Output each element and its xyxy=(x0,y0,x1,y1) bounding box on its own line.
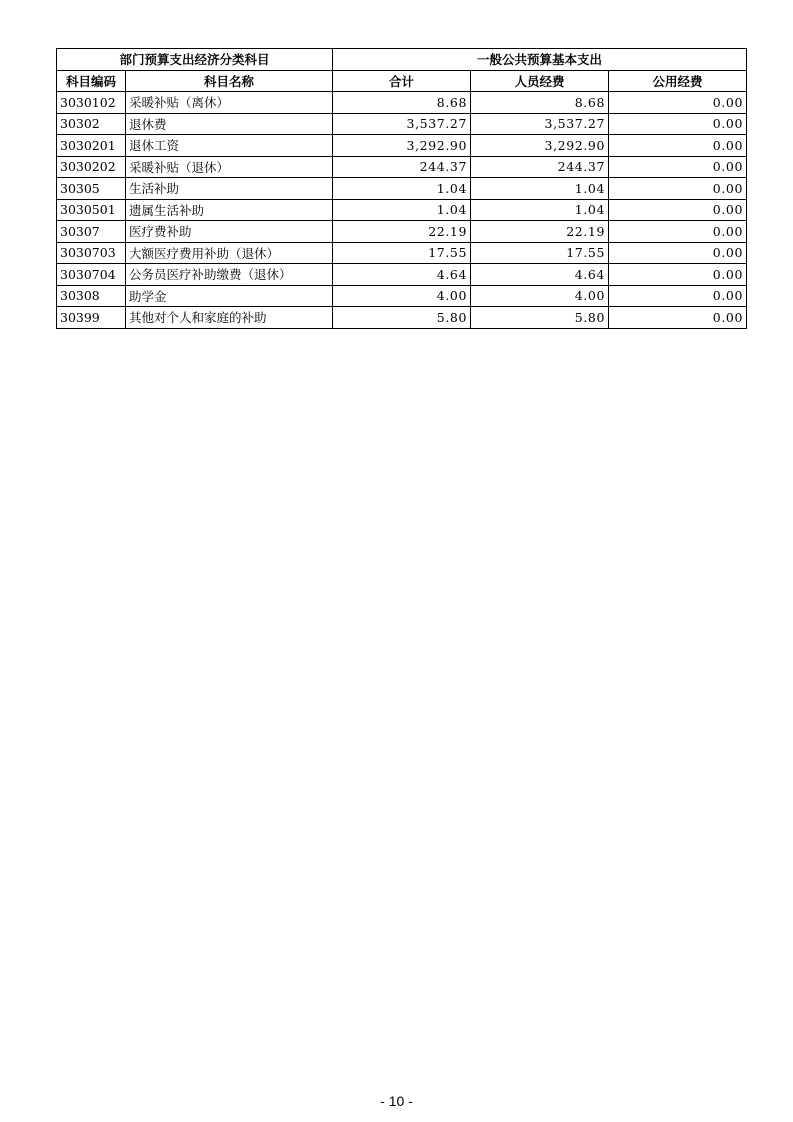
total-value: 4.64 xyxy=(333,264,471,286)
column-header-row xyxy=(57,70,747,92)
subject-name: 大额医疗费用补助（退休） xyxy=(126,242,333,264)
total-value: 3,292.90 xyxy=(333,135,471,157)
total-value: 8.68 xyxy=(333,92,471,114)
public-value: 0.00 xyxy=(609,92,747,114)
public-value: 0.00 xyxy=(609,156,747,178)
public-value: 0.00 xyxy=(609,113,747,135)
table-row xyxy=(57,307,747,329)
public-value: 0.00 xyxy=(609,307,747,329)
table-row xyxy=(57,285,747,307)
personnel-value: 4.00 xyxy=(471,285,609,307)
group-header-row xyxy=(57,49,747,71)
subject-name: 采暖补贴（离休） xyxy=(126,92,333,114)
subject-code: 30307 xyxy=(57,221,126,243)
subject-code: 3030201 xyxy=(57,135,126,157)
total-value: 22.19 xyxy=(333,221,471,243)
public-value: 0.00 xyxy=(609,264,747,286)
subject-code: 30308 xyxy=(57,285,126,307)
total-value: 4.00 xyxy=(333,285,471,307)
personnel-column-header: 人员经费 xyxy=(471,70,609,92)
subject-code: 30305 xyxy=(57,178,126,200)
table-row xyxy=(57,242,747,264)
public-value: 0.00 xyxy=(609,221,747,243)
table-row xyxy=(57,113,747,135)
code-column-header: 科目编码 xyxy=(57,70,126,92)
total-column-header: 合计 xyxy=(333,70,471,92)
personnel-value: 8.68 xyxy=(471,92,609,114)
personnel-value: 17.55 xyxy=(471,242,609,264)
public-value: 0.00 xyxy=(609,178,747,200)
public-column-header: 公用经费 xyxy=(609,70,747,92)
subject-name: 生活补助 xyxy=(126,178,333,200)
personnel-value: 1.04 xyxy=(471,178,609,200)
public-value: 0.00 xyxy=(609,285,747,307)
personnel-value: 5.80 xyxy=(471,307,609,329)
subject-name: 助学金 xyxy=(126,285,333,307)
subject-name: 采暖补贴（退休） xyxy=(126,156,333,178)
table-row xyxy=(57,92,747,114)
personnel-value: 3,292.90 xyxy=(471,135,609,157)
classification-group-header: 部门预算支出经济分类科目 xyxy=(57,49,333,71)
page-number: - 10 - xyxy=(380,1093,413,1109)
subject-name: 其他对个人和家庭的补助 xyxy=(126,307,333,329)
total-value: 3,537.27 xyxy=(333,113,471,135)
personnel-value: 3,537.27 xyxy=(471,113,609,135)
personnel-value: 4.64 xyxy=(471,264,609,286)
table-row xyxy=(57,178,747,200)
subject-name: 退休工资 xyxy=(126,135,333,157)
subject-code: 3030704 xyxy=(57,264,126,286)
personnel-value: 1.04 xyxy=(471,199,609,221)
table-row xyxy=(57,135,747,157)
public-value: 0.00 xyxy=(609,242,747,264)
subject-code: 3030202 xyxy=(57,156,126,178)
table-body xyxy=(57,92,747,329)
subject-code: 30302 xyxy=(57,113,126,135)
personnel-value: 244.37 xyxy=(471,156,609,178)
subject-name: 退休费 xyxy=(126,113,333,135)
subject-code: 30399 xyxy=(57,307,126,329)
total-value: 244.37 xyxy=(333,156,471,178)
subject-name: 遗属生活补助 xyxy=(126,199,333,221)
total-value: 1.04 xyxy=(333,178,471,200)
basic-expenditure-group-header: 一般公共预算基本支出 xyxy=(333,49,747,71)
table-header xyxy=(57,49,747,92)
personnel-value: 22.19 xyxy=(471,221,609,243)
subject-code: 3030703 xyxy=(57,242,126,264)
name-column-header: 科目名称 xyxy=(126,70,333,92)
table-row xyxy=(57,199,747,221)
subject-name: 医疗费补助 xyxy=(126,221,333,243)
public-value: 0.00 xyxy=(609,135,747,157)
subject-code: 3030102 xyxy=(57,92,126,114)
total-value: 5.80 xyxy=(333,307,471,329)
table-row xyxy=(57,264,747,286)
budget-table xyxy=(56,48,747,329)
total-value: 1.04 xyxy=(333,199,471,221)
subject-code: 3030501 xyxy=(57,199,126,221)
public-value: 0.00 xyxy=(609,199,747,221)
table-row xyxy=(57,156,747,178)
table-row xyxy=(57,221,747,243)
subject-name: 公务员医疗补助缴费（退休） xyxy=(126,264,333,286)
total-value: 17.55 xyxy=(333,242,471,264)
